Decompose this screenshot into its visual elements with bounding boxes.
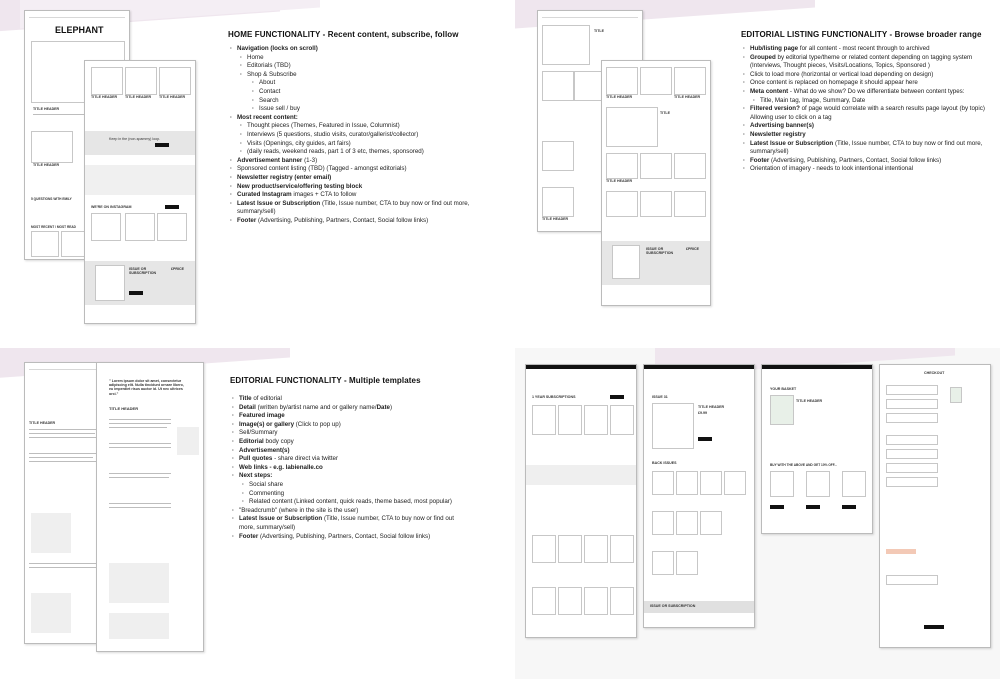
instagram-label: WE'RE ON INSTAGRAM [91,205,132,209]
bullet-item [230,447,470,456]
bullet-item [238,71,476,80]
bullet-bold-text: Advertisement banner [237,156,303,164]
title-header: TITLE HEADER [33,107,60,111]
bullet-text: About [259,79,276,87]
bullet-text: (Advertising, Publishing, Partners, Contact, Social follow links) [258,532,431,540]
home-notes-list [228,45,476,225]
bullet-item [240,490,470,499]
bullet-item [228,165,476,174]
title-header: TITLE HEADER [33,163,60,167]
bullet-item [238,131,476,140]
bullet-text: Orientation of imagery - needs to look intentional intentional [750,165,914,173]
bullet-bold-text: Newsletter registry [750,130,806,138]
subscriptions-label: 1 YEAR SUBSCRIPTIONS [532,395,576,399]
issue-sub-label: ISSUE OR SUBSCRIPTION [650,604,696,608]
listing-wireframe-mobile [601,60,711,306]
bullet-item [250,79,476,88]
bullet-bold-text: Latest Issue or Subscription [239,515,323,523]
bullet-item [230,412,470,421]
title-header: TITLE HEADER [674,95,701,99]
bullet-text: of page would correlate with a search results page layout (by topic) Allowing user to click on a tag [750,105,985,121]
bullet-text: Contact [259,87,281,95]
bullet-text: Editorials (TBD) [247,62,291,70]
bullet-item [741,88,991,97]
most-recent-label: MOST RECENT / MOST READ [31,225,76,229]
bundle-offer: BUY WITH THE ABOVE AND GET 10% OFF... [770,463,838,467]
bullet-text: (written by/artist name and or gallery name/ [255,403,377,411]
bullet-bold-text: Footer [237,216,257,224]
bullet-text: Issue sell / buy [259,105,300,113]
title-header: TITLE HEADER [109,406,139,411]
questions-label: 5 QUESTIONS WITH EMILY [31,197,72,201]
home-wireframe-mobile [84,60,196,324]
issue-label: ISSUE OR SUBSCRIPTION [129,267,157,276]
bullet-bold-text: Footer [239,532,259,540]
price-label: £9.99 [698,411,707,415]
bullet-item [741,157,991,166]
bullet-bold-text: Navigation (locks on scroll) [237,45,318,52]
title-label: TITLE [594,29,604,33]
bullet-item [238,62,476,71]
basket-wireframe [761,364,873,534]
bullet-bold-text: Hub/listing page [750,45,799,52]
bullet-text: Sponsored content listing (TBD) (Tagged - amongst editorials) [237,165,407,173]
title-header: TITLE HEADER [606,95,633,99]
bullet-text: - What do we show? Do we differentiate between content types: [788,87,965,95]
bullet-text: - share direct via twitter [272,455,339,463]
bullet-text: images + CTA to follow [291,191,357,199]
bullet-text: Click to load more (horizontal or vertical load depending on design) [750,70,934,78]
back-issues-label: BACK ISSUES [652,461,677,465]
bullet-item [741,122,991,131]
bullet-text: (Title, Issue number, CTA to buy now or find out more, summary/sell) [750,139,983,156]
bullet-item [751,97,991,106]
shop-slide [515,348,1000,679]
bullet-bold-text: Image(s) or gallery [239,420,295,428]
bullet-text: "Breadcrumb" (where in the site is the user) [239,506,359,514]
subscriptions-wireframe [525,364,637,638]
title-header: TITLE HEADER [125,95,152,99]
bullet-item [240,498,470,507]
bullet-text: Search [259,96,279,104]
title-header: TITLE HEADER [796,399,823,403]
bullet-item [741,105,991,122]
title-header: TITLE HEADER [159,95,186,99]
bullet-item [228,157,476,166]
bullet-bold-text: Date [376,403,390,411]
bullet-text: Interviews (5 questions, studio visits, curator/gallerist/collector) [247,130,419,138]
bullet-text: for all content - most recent through to archived [798,45,930,52]
editorial-wireframe-article [96,362,204,652]
bullet-text: Commenting [249,489,285,497]
bullet-item [228,45,476,54]
editorial-slide [0,348,485,679]
bullet-text: ) [390,403,393,411]
bullet-item [250,88,476,97]
bullet-bold-text: Meta content [750,87,789,95]
bullet-item [228,183,476,192]
basket-label: YOUR BASKET [770,387,797,391]
bullet-item [240,481,470,490]
home-slide [0,0,485,332]
bullet-bold-text: Most recent content: [237,113,298,121]
bullet-bold-text: Footer [750,156,770,164]
bullet-item [230,429,470,438]
bullet-text: (daily reads, weekend reads, part 1 of 3 etc, themes, sponsored) [247,148,424,156]
title-header: TITLE HEADER [542,217,569,221]
bullet-item [230,421,470,430]
bullet-text: Visits (Openings, city guides, art fairs) [247,139,351,147]
bullet-bold-text: Next steps: [239,472,273,480]
bullet-item [230,533,470,542]
title-header: TITLE HEADER [698,405,725,409]
price-label: £PRICE [686,247,699,251]
title-label: TITLE [660,111,670,115]
bullet-item [238,140,476,149]
bullet-bold-text: Web links - e.g. labienalle.co [239,463,323,471]
bullet-item [228,174,476,183]
bullet-item [230,404,470,413]
bullet-item [230,472,470,481]
bullet-bold-text: Latest Issue or Subscription [237,199,321,207]
bullet-text: Once content is replaced on homepage it should appear here [750,79,918,87]
title-header: TITLE HEADER [91,95,118,99]
bullet-item [230,515,470,532]
bullet-text: (Click to pop up) [294,420,341,428]
bullet-bold-text: Curated Instagram [237,191,292,199]
bullet-item [230,464,470,473]
bullet-item [741,165,991,174]
bullet-bold-text: Advertisement(s) [239,446,290,454]
bullet-bold-text: Detail [239,403,256,411]
bullet-item [228,114,476,123]
editorial-notes-list [230,395,470,541]
newsletter-text: Keep in the (non-spammy) loop. [109,137,161,141]
bullet-text: Related content (Linked content, quick reads, theme based, most popular) [249,498,452,506]
bullet-item [741,140,991,157]
checkout-wireframe [879,364,991,648]
bullet-bold-text: Grouped [750,53,776,61]
section-heading: EDITORIAL FUNCTIONALITY - Multiple templates [230,376,421,385]
bullet-bold-text: Editorial [239,437,264,445]
bullet-item [230,507,470,516]
bullet-text: Sell/Summary [239,429,278,437]
bullet-item [250,105,476,114]
bullet-item [741,45,991,54]
title-header: TITLE HEADER [29,421,56,425]
bullet-text: of editorial [251,395,282,402]
section-heading: EDITORIAL LISTING FUNCTIONALITY - Browse broader range [741,30,982,39]
bullet-item [741,54,991,71]
bullet-bold-text: Advertising banner(s) [750,122,814,130]
issue-number: ISSUE 31 [652,395,668,399]
bullet-bold-text: Filtered version? [750,105,800,113]
bullet-item [230,395,470,404]
pull-quote: " Lorem ipsum dolor sit amet, consectetur adipiscing elit. Nulla tincidunt ornare libero, eu imperdiet risus auctor id. Ut nec ultrices orci." [109,379,184,396]
bullet-text: (Title, Issue number, CTA to buy now or find out more, summary/sell) [239,515,454,531]
bullet-item [741,79,991,88]
listing-slide [515,0,1000,332]
title-header: TITLE HEADER [606,179,633,183]
bullet-item [741,71,991,80]
bullet-bold-text: Newsletter registry (enter email) [237,173,332,181]
bullet-item [238,122,476,131]
bullet-text: (Advertising, Publishing, Partners, Contact, Social follow links) [769,156,942,164]
bullet-item [238,148,476,157]
bullet-text: Social share [249,480,284,488]
bullet-text: Home [247,53,264,61]
bullet-text: (Title, Issue number, CTA to buy now or find out more, summary/sell) [237,199,470,216]
bullet-bold-text: Latest Issue or Subscription [750,139,834,147]
bullet-bold-text: New product/service/offering testing block [237,182,363,190]
bullet-text: Thought pieces (Themes, Featured in Issue, Columnist) [247,122,400,130]
bullet-text: Shop & Subscribe [247,70,297,78]
issue-wireframe [643,364,755,628]
bullet-item [228,191,476,200]
section-heading: HOME FUNCTIONALITY - Recent content, subscribe, follow [228,30,459,39]
bullet-item [228,217,476,226]
bullet-item [238,54,476,63]
issue-label: ISSUE OR SUBSCRIPTION [646,247,674,256]
bullet-text: body copy [263,437,294,445]
bullet-bold-text: Title [239,395,252,402]
bullet-text: Title, Main tag, Image, Summary, Date [760,96,866,104]
checkout-title: CHECKOUT [924,371,945,375]
bullet-text: by editorial type/theme or related content depending on tagging system (Interviews, Thought pieces, Visits/Locations, Topics, Sponsored ) [750,53,973,70]
bullet-item [230,438,470,447]
bullet-text: (1-3) [302,156,318,164]
bullet-text: (Advertising, Publishing, Partners, Contact, Social follow links) [256,216,429,224]
bullet-item [250,97,476,106]
logo: ELEPHANT [55,25,104,35]
bullet-item [741,131,991,140]
price-label: £PRICE [171,267,184,271]
bullet-item [230,455,470,464]
bullet-bold-text: Pull quotes [239,455,273,463]
listing-notes-list [741,45,991,174]
bullet-bold-text: Featured image [239,412,285,420]
bullet-item [228,200,476,217]
